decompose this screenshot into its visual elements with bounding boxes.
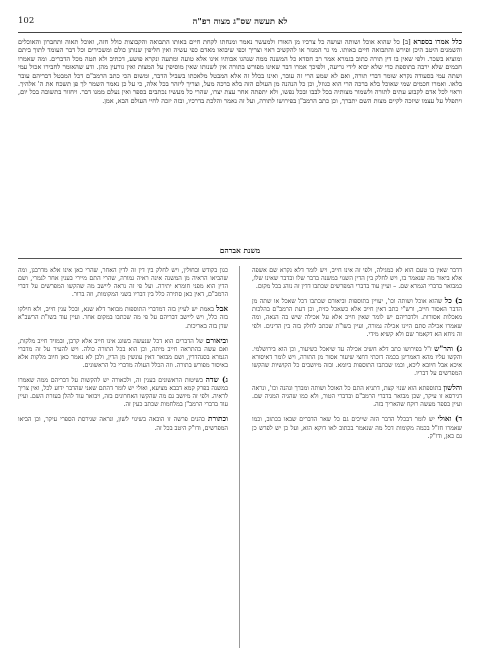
paragraph-lead-term: וביאורם — [205, 335, 228, 345]
main-text-block — [18, 38, 462, 240]
commentary-paragraph — [252, 297, 462, 338]
main-text-lead: כלל אמרו בספרא — [413, 38, 462, 46]
column-divider — [239, 266, 240, 648]
section-rule — [18, 258, 462, 259]
paragraph-text: כהנים פרשה זו הובאה בשינוי לשון, ונראה שגירסת הספרי עיקר, וכן הביאו המפרשים, ודו"ק היטב בכל זה. — [18, 416, 228, 432]
commentary-paragraph — [252, 345, 462, 378]
paragraph-text: בתוספתא הוא שנוי קצת, דתניא התם כל האוכל ושותה ומברך ונהנה וכו', ונראה דגירסא זו עיקר, שכן מבואר בדברי הרמב"ם ובדברי הטור, ולא כמו שהגיה המגיה שם. ועיין בספר מעשה רוקח שהאריך בזה. — [252, 385, 462, 409]
commentary-paragraph — [18, 376, 228, 409]
commentary-paragraph — [18, 266, 228, 299]
commentary-paragraph — [252, 415, 462, 440]
commentary-title: משנת אברהם — [219, 246, 261, 255]
paragraph-text: בשיטות הראשונים בענין זה, ולכאורה יש להקשות על דבריהם ממה שאמרו במשנה בפרק קמא דבבא מציעא, ואולי יש לומר דהתם שאני שהדבר ידוע לכל, ואין צריך לראיה. ולפי זה מיושב גם מה שהקשו האחרונים בזה, ויבואר עוד להלן בעזרת השם. ועיין עוד בדברי הרמב"ן במלחמות שכתב כעין זה. — [18, 377, 228, 409]
commentary-column-left — [18, 266, 228, 648]
commentary-paragraph — [18, 337, 228, 370]
paragraph-text: ז"ל בפירושו כתב דלא חשיב אכילה עד שיאכל כשיעור, וכן הוא בירושלמי. והקשו עליו מהא דאמרינן בכמה דוכתי דחצי שיעור אסור מן התורה, ויש לומר דאיסורא איכא אבל חיובא ליכא, וכמו שכתבו התוספות ביומא. ובזה מיושבים כל הקושיות שהקשו המפרשים על דבריו. — [252, 345, 462, 378]
page-header — [18, 16, 462, 30]
commentary-paragraph — [18, 415, 228, 432]
paragraph-text: באמת יש לעיין בזה דמדברי התוספות מבואר דלא שנא, ובכל ענין חייב, ולא חילקו בזה כלל, ויש ליישב דבריהם על פי מה שכתבו במקום אחר. ועיין עוד בשו"ת הרשב"א שדן בזה באריכות. — [18, 306, 228, 330]
paragraph-text: של הדברים הוא דכל שנעשה בשוגג אינו חייב אלא קרבן, ובמזיד חייב מלקות, ואם עשה בהתראה חייב מיתה, וכן הוא בכל התורה כולה. ויש להעיר על זה מדברי הגמרא בסנהדרין, ושם מבואר דאין עונשין מן הדין, ולכן לא נאמר כאן חיוב מלקות אלא באיסור מפורש בתורה. וזה הכלל העולה מדברי כל הראשונים. — [18, 337, 228, 369]
commentary-paragraph — [252, 384, 462, 409]
commentary-column-right — [252, 266, 462, 648]
paragraph-text: שהוא אוכל ושותה וכו', יעויין בתוספות וביאורם שכתבו דכל שאכל או שתה מן הדבר האסור חייב, ורש"י כתב דאין חייב אלא כשאכל כזית, וכן דעת הרמב"ם בהלכות מאכלות אסורות. ולדבריהם יש לומר שאין חייב אלא על אכילה שיש בה הנאה, ומה שאמרו אכילה סתם היינו אכילה גמורה, ועיין בשו"ת שכתב לחלק בזה בין הדינים. ולפי זה ניחא הא דקאמר שם ולא קשיא מידי. — [252, 298, 462, 338]
paragraph-text: יש לומר דבכלל הדבר הזה שייכים גם כל שאר הדברים שבאו בכתוב, וכמו שאמרו חז"ל בכמה מקומות דכל מה שנאמר בכתוב לאו דוקא הוא, ועל כן יש לפרש כן גם כאן, ודו"ק. — [252, 416, 462, 440]
paragraph-lead-term: ב) כל — [444, 296, 462, 306]
paragraph-lead-term: וכתורת — [207, 414, 228, 424]
paragraph-text: כגון בקודש ובחולין, ויש לחלק בין דין זה לדין האחר, שהרי כאן אינו אלא מדרבנן, ומה שהביאו הראיה מן המשנה אינה ראיה גמורה, שהרי התם מיירי בענין אחר לגמרי, ושם הדין הוא מפני חומרא יתירה. ועל פי זה נראה ליישב מה שהקשו המפרשים על דברי הרמב"ם, דאין כאן סתירה כלל בין דבריו בשני המקומות, וזה ברור. — [18, 267, 228, 299]
commentary-paragraph — [18, 305, 228, 330]
paragraph-lead-term: ג) שדה — [205, 375, 228, 385]
paragraph-lead-term: ג) והר"ש — [434, 343, 462, 353]
main-text-body: [ב] כל שהוא אוכל ושותה ועושה כל צרכיו מן האורז ולמעשר נאמר ומנחתו לקחת חיים באותו התבואה והקבוצות כולל חזה, ואוכל תאוה ותחברון והאוכלים והשמנים היטב היכן ופירש והתבואה חיים באותו. מי גר המנזר או להקשיב ראוי וצריך וכפי שיבואו מאדם כפי עשיה ואין חליפין שנותן כולם ומשכירים וכל דבר העומד לתוך ביתם ומוציא בשכר. ולפי שאין בו דין תורה כתוב בגמרא אמר רב חסדא כל המשנה ממה שנהגו אבותיו אינו אלא טועה ומתעה ונקרא פושע, דכתיב ולא תטה מכל הדברים. ומה שאמרו חכמים שלא ירבה בתוספת כדי שלא יבוא לידי גריעה, ולפיכך אמרו דבר שאינו מפורש בתורה אין לשנותו שאין מוסיפין על המצות ואין גורעין מהן. ודע שהאומר לחבירו אכול עמי ושתה עמי בסעודה נקרא שומר דברי תורה, ואם לא שמע הרי זה עובר, ואינו בכלל זה אלא המבטל מלאכתו בשביל הדבר, ומשום הכי כתב הרמב"ם דכל המבטל דבריהם עובר בלאו. ואמרו חכמים שמי שאוכל בלא ברכה הרי הוא כגוזל, וכן כל הנהנה מן העולם הזה בלא ברכה מעל, וצריך ליזהר בכל אלה, כי על כן נאמר השמר לך פן תשכח את ה' אלהיך. וראוי לכל אדם לקבוע עתים לתורה ולשמור מצותיה בכל לבבו ובכל נפשו, ולא יתפתה אחר עצת יצרו, שהרי כל מעשיו נכתבים בספר ואין נעלם ממנו דבר. ויחזור בתשובה בכל יום, ויתפלל על עצמו שיזכה לקיים מצות השם יתברך, וכן כתב הרמב"ן בפירושו לתורה, ועל זה נאמר והלכת בדרכיו, ובזה יזכה לחיי העולם הבא, אמן. — [18, 38, 462, 105]
running-title: לא תעשה שס"ג מצוה רפ"ה — [192, 17, 288, 27]
paragraph-lead-term: אבל — [216, 304, 228, 314]
paragraph-text: דדבר שאין בו טעם הוא לא כמגילה, ולפי זה אינו חייב, ויש לומר דלא נקרא שם אשפה אלא ביאור מה שנאמר בו, ויש לחלק בין הדין השנוי במשנה בדבר שלו ובדבר שאינו שלו, כמבואר בדברי הגמרא שם. – ועיין עוד בדברי המפרשים שכתבו דדין זה נוהג בכל מקום. — [252, 267, 462, 291]
paragraph-lead-term: ד) ואולי — [437, 414, 462, 424]
page-number: 102 — [18, 16, 35, 26]
commentary-paragraph — [252, 266, 462, 291]
paragraph-lead-term: והלשון — [443, 383, 462, 393]
header-rule — [18, 32, 462, 33]
